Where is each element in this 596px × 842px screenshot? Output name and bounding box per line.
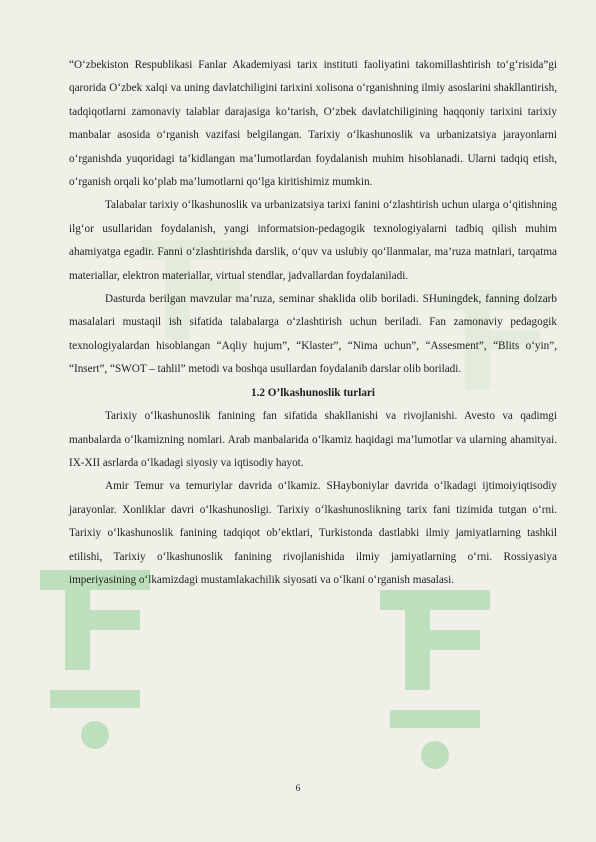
paragraph: Dasturda berilgan mavzular ma’ruza, seminar shaklida olib boriladi. SHuningdek, fanning dolzarb masalalari mustaqil ish sifatida talabalarga o‘zlashtirish uchun beriladi. Fan zamonaviy pedagogik texnologiyalardan hisoblangan “Aqliy hujum”, “Klaster”, “Nima uchun”, “Assesment”, “Blits o‘yin”, “Insert”, “SWOT – tahlil” metodi va boshqa usullardan foydalanib darslar olib boriladi. <box>69 293 557 376</box>
page-number: 6 <box>295 784 301 794</box>
document-body <box>69 54 557 592</box>
paragraph: Talabalar tarixiy o‘lkashunoslik va urbanizatsiya tarixi fanini o‘zlashtirish uchun ularga o‘qitishning ilg‘or usullaridan foydalanish, yangi informatsion-pedagogik texnologiyalarni tadbiq qilish muhim ahamiyatga egadir. Fanni o‘zlashtirishda darslik, o‘quv va uslubiy qo‘llanmalar, ma’ruza matnlari, tarqatma materiallar, elektron materiallar, virtual stendlar, jadvallardan foydalaniladi. <box>69 199 557 282</box>
paragraph: Tarixiy o‘lkashunoslik fanining fan sifatida shakllanishi va rivojlanishi. Avesto va qadimgi manbalarda o‘lkamizning nomlari. Arab manbalarida o‘lkamiz haqidagi ma’lumotlar va ularning ahamityai. IX-XII asrlarda o‘lkadagi siyosiy va iqtisodiy hayot. <box>69 410 557 469</box>
section-heading: 1.2 O’lkashunoslik turlari <box>250 386 376 399</box>
paragraph: Amir Temur va temuriylar davrida o‘lkamiz. SHayboniylar davrida o‘lkadagi ijtimoiyiqtisodiy jarayonlar. Xonliklar davri o‘lkashunosligi. Tarixiy o‘lkashunoslikning tarix fani tizimida tutgan o‘rni. Tarixiy o‘lkashunoslik fanining tadqiqot ob’ektlari, Turkistonda dastlabki ilmiy jamiyatlarning tashkil etilishi, Tarixiy o‘lkashunoslik fanining rivojlanishida ilmiy jamiyatlarning o‘rni. Rossiyasiya imperiyasining o‘lkamizdagi mustamlakachilik siyosati va o‘lkani o‘rganish masalasi. <box>69 480 557 586</box>
paragraph: “O‘zbekiston Respublikasi Fanlar Akademiyasi tarix instituti faoliyatini takomillashtirish to‘g‘risida”gi qarorida O‘zbek xalqi va uning davlatchiligini tarixini xolisona o‘rganishning ilmiy asoslarini shakllantirish, tadqiqotlarni zamonaviy talablar darajasiga ko‘tarish, O‘zbek davlatchiligining haqqoniy tarixini tarixiy manbalar asosida o‘rganish vazifasi belgilangan. Tarixiy o‘lkashunoslik va urbanizatsiya jarayonlarni o‘rganishda yuqoridagi ta’kidlangan ma’lumotlardan foydalanish muhim hisoblanadi. Ularni tadqiq etish, o‘rganish orqali ko‘plab ma’lumotlarni qo‘lga kiritishimiz mumkin. <box>69 59 557 189</box>
